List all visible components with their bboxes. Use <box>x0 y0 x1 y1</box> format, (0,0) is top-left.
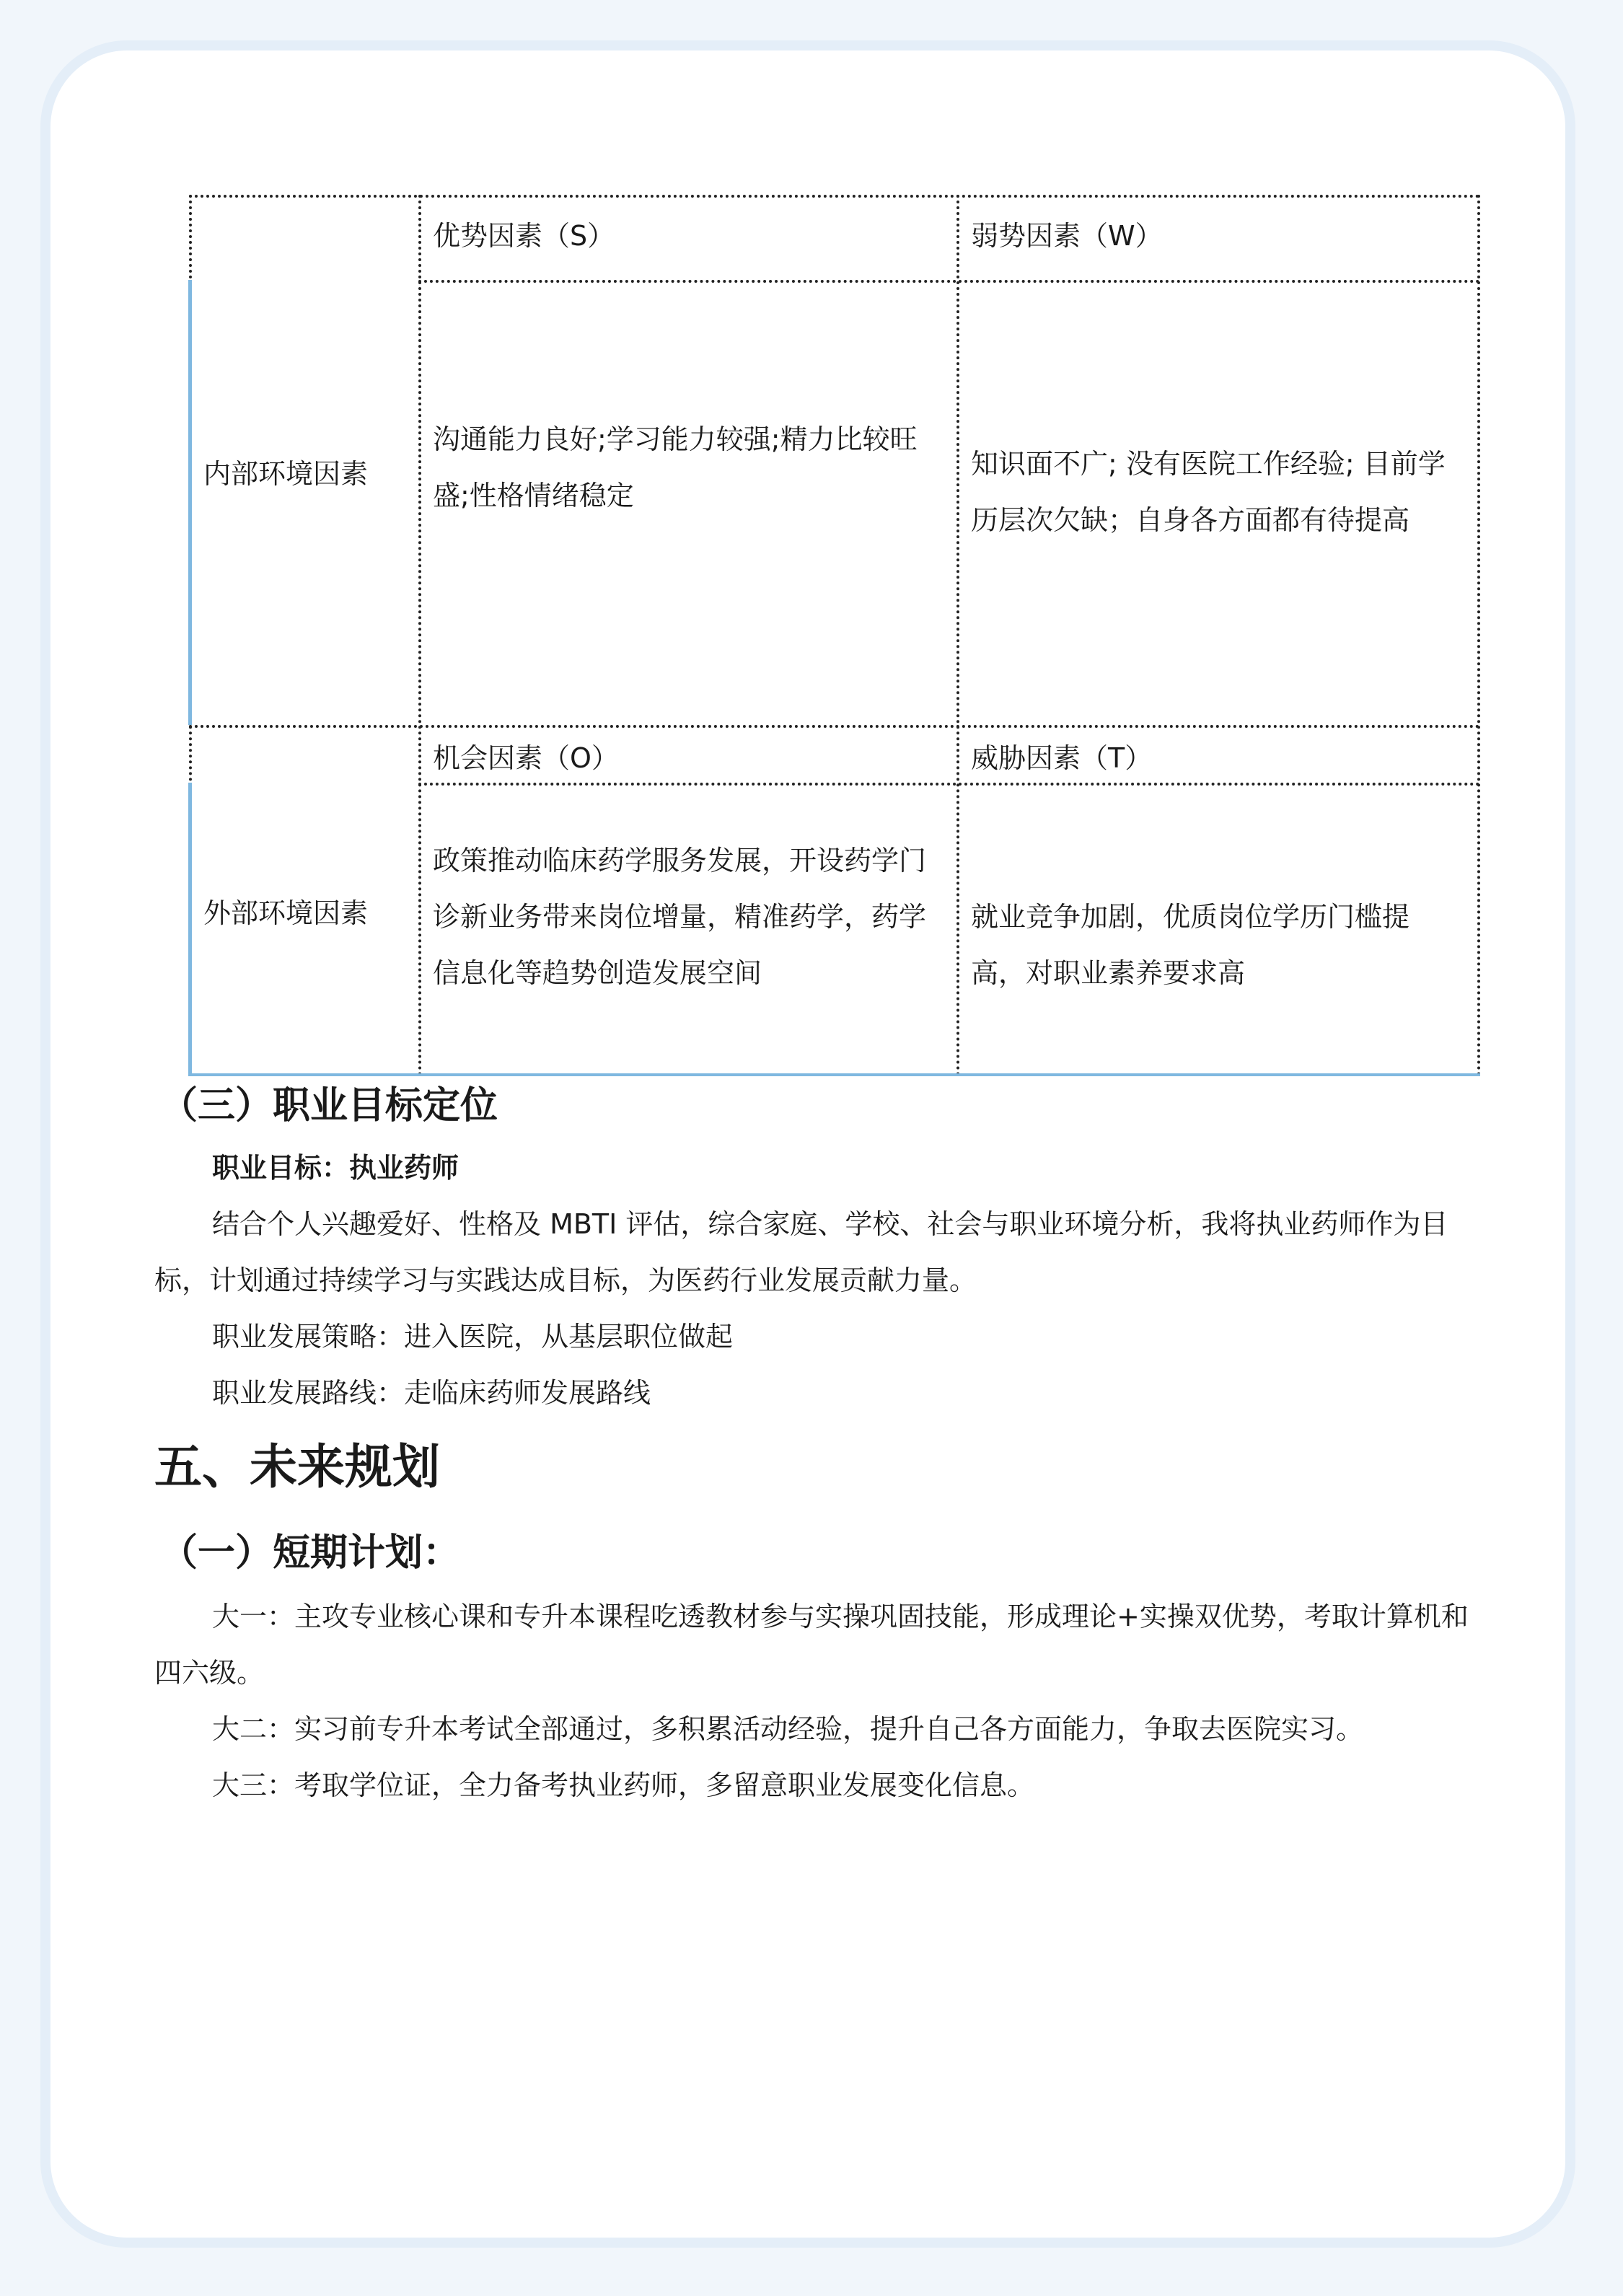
career-goal-paragraph: 结合个人兴趣爱好、性格及 MBTI 评估，综合家庭、学校、社会与职业环境分析，我将执业药师作为目标，计划通过持续学习与实践达成目标，为医药行业发展贡献力量。 <box>154 1208 1448 1296</box>
weaknesses-content: 知识面不广; 没有医院工作经验; 目前学历层次欠缺；自身各方面都有待提高 <box>971 448 1446 536</box>
career-goal-line: 职业目标：执业药师 <box>212 1152 459 1184</box>
plan-year-three: 大三：考取学位证，全力备考执业药师，多留意职业发展变化信息。 <box>212 1769 1035 1801</box>
section-title-short-term: （一）短期计划： <box>160 1531 461 1575</box>
chapter-title-future-plan: 五、未来规划 <box>154 1439 440 1495</box>
strengths-content: 沟通能力良好;学习能力较强;精力比较旺盛;性格情绪稳定 <box>433 423 918 511</box>
strengths-header: 优势因素（S） <box>433 220 615 252</box>
threats-header: 威胁因素（T） <box>971 742 1153 774</box>
plan-year-one: 大一：主攻专业核心课和专升本课程吃透教材参与实操巩固技能，形成理论+实操双优势，考取计算机和四六级。 <box>154 1601 1469 1689</box>
threats-content: 就业竞争加剧，优质岗位学历门槛提高，对职业素养要求高 <box>971 901 1410 989</box>
swot-table <box>189 195 1480 1076</box>
row-label-external: 外部环境因素 <box>203 897 369 929</box>
weaknesses-header: 弱势因素（W） <box>971 220 1163 252</box>
opportunities-header: 机会因素（O） <box>433 742 619 774</box>
opportunities-content: 政策推动临床药学服务发展，开设药学门诊新业务带来岗位增量，精准药学，药学信息化等趋势创造发展空间 <box>433 845 927 989</box>
section-title-career-goal: （三）职业目标定位 <box>160 1084 498 1127</box>
career-strategy-line: 职业发展策略：进入医院，从基层职位做起 <box>212 1321 734 1352</box>
career-route-line: 职业发展路线：走临床药师发展路线 <box>212 1377 651 1409</box>
plan-year-two: 大二：实习前专升本考试全部通过，多积累活动经验，提升自己各方面能力，争取去医院实习。 <box>212 1713 1364 1745</box>
row-label-internal: 内部环境因素 <box>203 458 369 490</box>
